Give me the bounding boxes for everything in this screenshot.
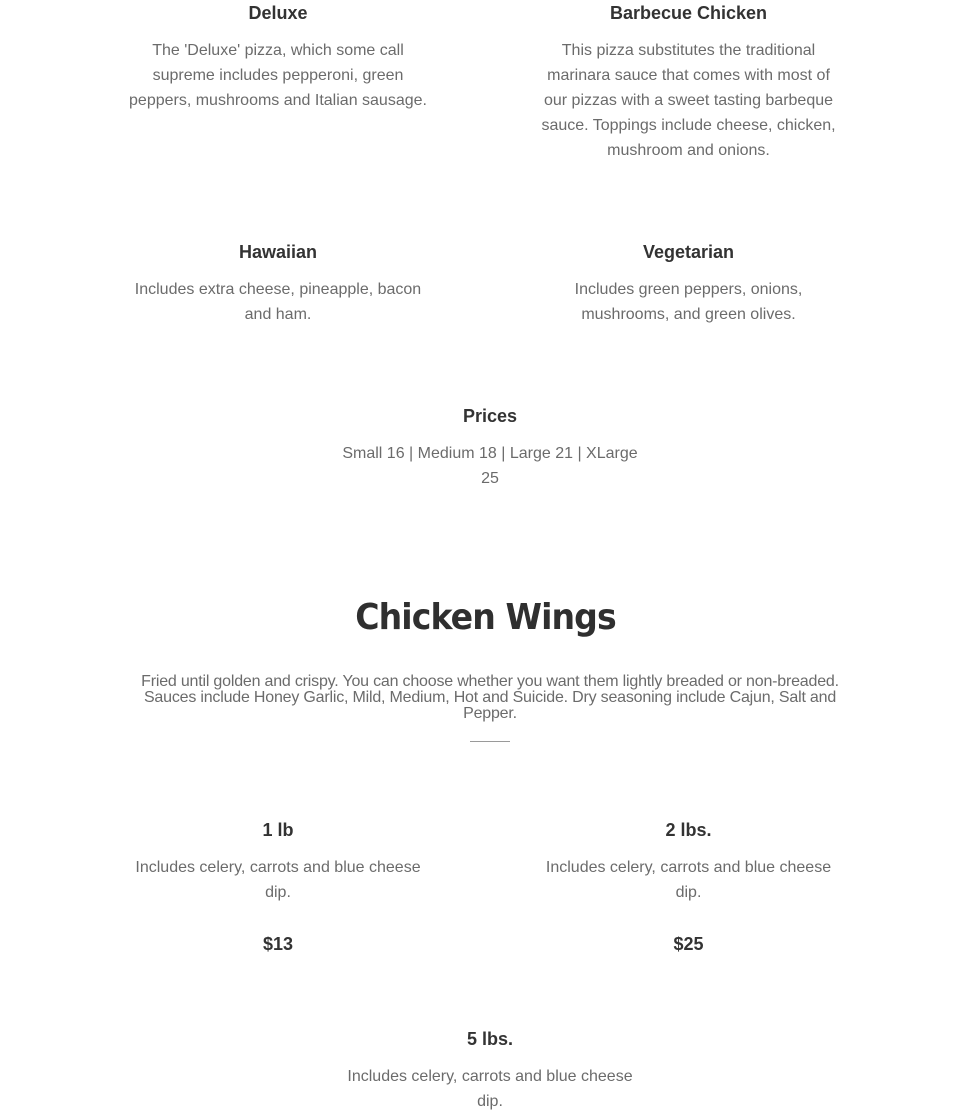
menu-item-wings-1lb	[128, 817, 428, 957]
menu-item-title: Deluxe	[248, 3, 308, 23]
section-divider	[470, 741, 510, 742]
menu-item-description: Includes celery, carrots and blue cheese dip.	[347, 1068, 633, 1110]
menu-item-description: Includes celery, carrots and blue cheese dip.	[545, 859, 832, 901]
menu-item-title: 2 lbs.	[665, 820, 712, 840]
menu-item-description: This pizza substitutes the traditional marinara sauce that comes with most of our pizzas with a sweet tasting barbeque sauce. Toppings include cheese, chicken, mushroom and onions.	[541, 42, 836, 159]
section-title-chicken-wings: Chicken Wings	[355, 597, 616, 638]
menu-item-wings-2lbs	[538, 817, 839, 957]
menu-item-description: Includes celery, carrots and blue cheese dip.	[135, 859, 421, 901]
menu-item-title: Vegetarian	[642, 242, 735, 262]
menu-item-description: Includes green peppers, onions, mushrooms, and green olives.	[574, 281, 803, 323]
menu-item-barbecue-chicken	[538, 0, 839, 163]
menu-item-description: The 'Deluxe' pizza, which some call supreme includes pepperoni, green peppers, mushrooms and Italian sausage.	[129, 42, 427, 109]
menu-item-title: Barbecue Chicken	[609, 3, 768, 23]
section-description: Fried until golden and crispy. You can choose whether you want them lightly breaded or non-breaded. Sauces include Honey Garlic, Mild, Medium, Hot and Suicide. Dry seasoning include Cajun, Salt and Pepper.	[141, 673, 839, 722]
menu-item-price: $13	[262, 934, 294, 954]
menu-item-title: 5 lbs.	[466, 1029, 514, 1049]
menu-item-title: 1 lb	[262, 820, 294, 840]
menu-item-wings-5lbs	[340, 1026, 640, 1114]
menu-item-description: Includes extra cheese, pineapple, bacon and ham.	[134, 281, 422, 323]
prices-title: Prices	[462, 406, 518, 426]
menu-item-hawaiian	[128, 239, 428, 327]
menu-item-vegetarian	[538, 239, 839, 327]
menu-item-title: Hawaiian	[238, 242, 318, 262]
menu-item-price: $25	[673, 934, 704, 954]
pizza-prices	[340, 403, 640, 491]
menu-item-deluxe	[128, 0, 428, 113]
prices-text: Small 16 | Medium 18 | Large 21 | XLarge 25	[342, 445, 638, 487]
